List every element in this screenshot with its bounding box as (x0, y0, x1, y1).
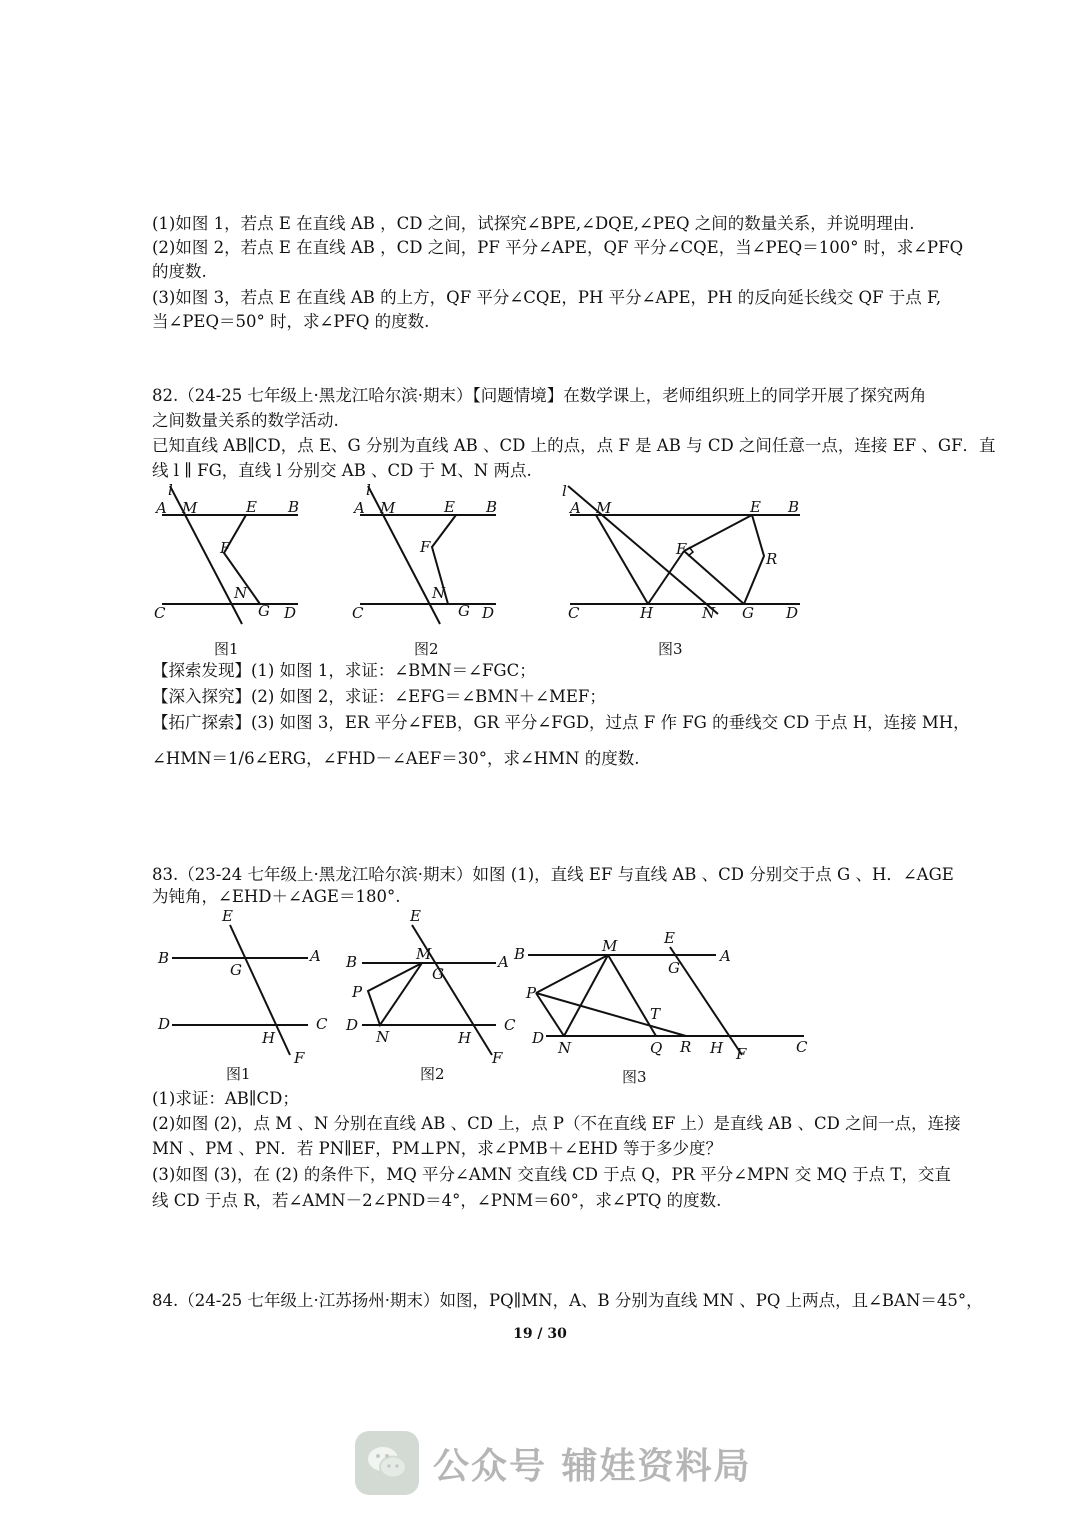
p83-caption-2: 图2 (420, 1065, 445, 1083)
p83-task-5: 线 CD 于点 R，若∠AMN－2∠PND＝4°，∠PNM＝60°，求∠PTQ 的度数. (152, 1191, 722, 1210)
p83-task-1: (1)求证：AB∥CD； (152, 1089, 299, 1108)
label-B: B (158, 949, 170, 967)
label-H: H (458, 1029, 472, 1047)
label-F: F (220, 539, 231, 557)
label-F: F (736, 1045, 747, 1063)
p82-line-2: 之间数量关系的数学活动. (152, 411, 339, 430)
label-F: F (420, 538, 431, 556)
label-B: B (288, 498, 300, 516)
prev-line-5: 当∠PEQ＝50° 时，求∠PFQ 的度数. (152, 312, 430, 331)
label-N: N (432, 584, 446, 602)
wechat-icon (355, 1431, 419, 1495)
p82-task-4: ∠HMN＝1/6∠ERG，∠FHD－∠AEF＝30°，求∠HMN 的度数. (152, 749, 640, 768)
label-B: B (486, 498, 498, 516)
p83-figure-3 (510, 925, 810, 1065)
p83-caption-3: 图3 (622, 1068, 647, 1086)
watermark-text: 公众号 辅娃资料局 (433, 1445, 752, 1487)
label-l: l (562, 482, 567, 500)
p83-figure-1 (150, 905, 340, 1065)
label-D: D (532, 1029, 545, 1047)
label-A: A (570, 499, 581, 517)
label-N: N (702, 604, 716, 622)
p82-task-1: 【探索发现】(1) 如图 1，求证：∠BMN＝∠FGC； (152, 661, 536, 680)
p82-line-1: 82.（24-25 七年级上·黑龙江哈尔滨·期末）【问题情境】在数学课上，老师组织班上的同学开展了探究两角 (152, 386, 927, 405)
label-G: G (258, 602, 270, 620)
label-M: M (602, 937, 618, 955)
label-E: E (222, 907, 233, 925)
label-N: N (558, 1039, 572, 1057)
label-R: R (680, 1038, 692, 1056)
p82-line-4: 线 l ∥ FG，直线 l 分别交 AB 、CD 于 M、N 两点. (152, 461, 532, 480)
label-T: T (650, 1005, 661, 1023)
label-G: G (742, 604, 754, 622)
p83-task-3: MN 、PM 、PN．若 PN∥EF，PM⊥PN，求∠PMB＋∠EHD 等于多少度？ (152, 1139, 722, 1158)
p83-line-2: 为钝角，∠EHD＋∠AGE＝180°. (152, 887, 401, 906)
label-D: D (482, 604, 495, 622)
label-P: P (526, 984, 537, 1002)
p82-figure-3 (560, 480, 810, 630)
prev-line-2: (2)如图 2，若点 E 在直线 AB ，CD 之间，PF 平分∠APE，QF 平分∠CQE，当∠PEQ＝100° 时，求∠PFQ (152, 238, 964, 257)
label-E: E (664, 929, 675, 947)
prev-line-3: 的度数. (152, 262, 207, 281)
label-M: M (380, 499, 396, 517)
label-M: M (416, 945, 432, 963)
p82-caption-3: 图3 (658, 640, 683, 658)
label-E: E (444, 498, 455, 516)
label-C: C (504, 1016, 516, 1034)
p82-figure-1 (150, 480, 310, 630)
label-D: D (158, 1015, 171, 1033)
watermark (355, 1430, 752, 1496)
prev-line-4: (3)如图 3，若点 E 在直线 AB 的上方，QF 平分∠CQE，PH 平分∠APE，PH 的反向延长线交 QF 于点 F, (152, 288, 942, 307)
label-D: D (786, 604, 799, 622)
p83-figure-2 (340, 905, 530, 1065)
label-H: H (640, 604, 654, 622)
label-N: N (376, 1028, 390, 1046)
p82-line-3: 已知直线 AB∥CD，点 E、G 分别为直线 AB 、CD 上的点，点 F 是 AB 与 CD 之间任意一点，连接 EF 、GF．直 (152, 436, 996, 455)
label-D: D (284, 604, 297, 622)
label-R: R (766, 550, 778, 568)
label-P: P (352, 983, 363, 1001)
label-H: H (262, 1029, 276, 1047)
label-G: G (668, 959, 680, 977)
label-F: F (294, 1049, 305, 1065)
label-B: B (788, 498, 800, 516)
p83-task-4: (3)如图 (3)，在 (2) 的条件下，MQ 平分∠AMN 交直线 CD 于点 Q，PR 平分∠MPN 交 MQ 于点 T，交直 (152, 1165, 951, 1184)
label-G: G (230, 961, 242, 979)
p82-caption-1: 图1 (214, 640, 239, 658)
p83-line-1: 83.（23-24 七年级上·黑龙江哈尔滨·期末）如图 (1)，直线 EF 与直线 AB 、CD 分别交于点 G 、H．∠AGE (152, 865, 954, 884)
label-B: B (514, 945, 526, 963)
label-F: F (676, 540, 687, 558)
label-E: E (246, 498, 257, 516)
p82-task-2: 【深入探究】(2) 如图 2，求证：∠EFG＝∠BMN＋∠MEF； (152, 687, 606, 706)
p82-figure-2 (348, 480, 508, 630)
p84-line-1: 84.（24-25 七年级上·江苏扬州·期末）如图，PQ∥MN，A、B 分别为直线 MN 、PQ 上两点，且∠BAN＝45°， (152, 1291, 983, 1310)
label-F: F (492, 1049, 503, 1065)
label-C: C (568, 604, 580, 622)
label-B: B (346, 953, 358, 971)
label-A: A (720, 947, 731, 965)
p83-caption-1: 图1 (226, 1065, 251, 1083)
label-M: M (596, 499, 612, 517)
label-C: C (154, 604, 166, 622)
label-A: A (498, 953, 509, 971)
p82-caption-2: 图2 (414, 640, 439, 658)
label-M: M (182, 499, 198, 517)
label-C: C (316, 1015, 328, 1033)
label-C: C (352, 604, 364, 622)
label-Q: Q (650, 1039, 663, 1057)
p83-task-2: (2)如图 (2)，点 M 、N 分别在直线 AB 、CD 上，点 P（不在直线 EF 上）是直线 AB 、CD 之间一点，连接 (152, 1114, 961, 1133)
label-A: A (310, 947, 321, 965)
label-G: G (432, 965, 444, 983)
label-l: l (366, 481, 371, 499)
label-E: E (410, 907, 421, 925)
p82-task-3: 【拓广探索】(3) 如图 3，ER 平分∠FEB，GR 平分∠FGD，过点 F 作 FG 的垂线交 CD 于点 H，连接 MH， (152, 713, 970, 732)
label-N: N (234, 584, 248, 602)
label-E: E (750, 498, 761, 516)
label-D: D (346, 1016, 359, 1034)
label-G: G (458, 602, 470, 620)
label-A: A (156, 499, 167, 517)
label-H: H (710, 1039, 724, 1057)
page-number: 19 / 30 (513, 1326, 567, 1342)
label-C: C (796, 1038, 808, 1056)
prev-line-1: (1)如图 1，若点 E 在直线 AB ，CD 之间，试探究∠BPE,∠DQE,∠PEQ 之间的数量关系，并说明理由. (152, 214, 915, 233)
label-A: A (354, 499, 365, 517)
label-l: l (168, 481, 173, 499)
